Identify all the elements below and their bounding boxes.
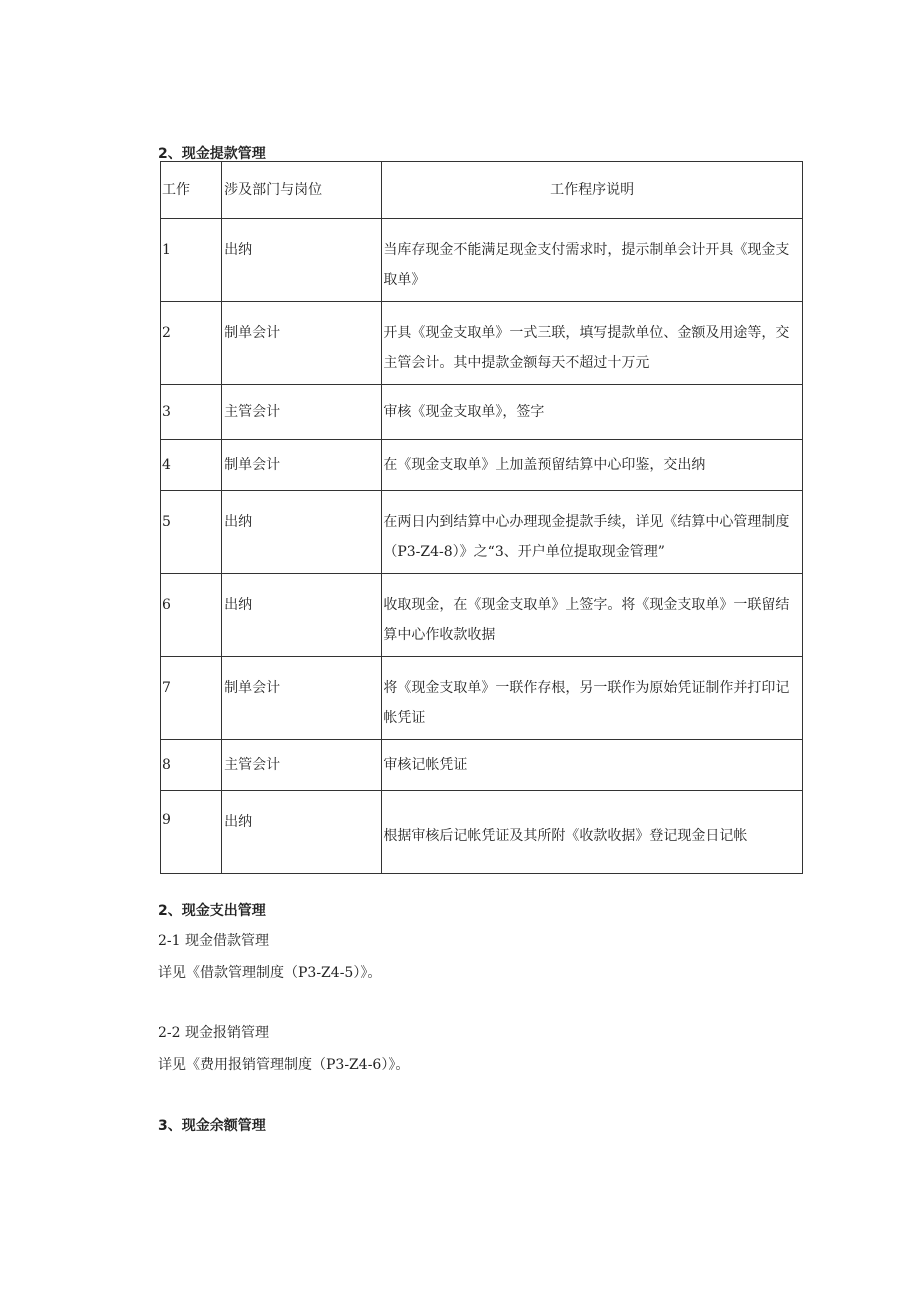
description-cell: 当库存现金不能满足现金支付需求时，提示制单会计开具《现金支取单》 [382,219,803,302]
step-number: 5 [161,491,222,574]
table-row [161,219,803,302]
subsection-title-loans: 2-1 现金借款管理 [158,933,269,949]
description-cell: 将《现金支取单》一联作存根，另一联作为原始凭证制作并打印记帐凭证 [382,657,803,740]
step-number: 9 [161,791,222,874]
section-title-cash-withdrawal: 2、现金提款管理 [158,146,266,162]
step-number: 2 [161,302,222,385]
description-cell: 审核《现金支取单》，签字 [382,385,803,440]
department-cell: 出纳 [222,219,382,302]
header-step: 工作 [161,162,222,219]
table-header-row [161,162,803,219]
department-cell: 主管会计 [222,385,382,440]
table-row [161,791,803,874]
step-number: 7 [161,657,222,740]
table-row [161,302,803,385]
header-department: 涉及部门与岗位 [222,162,382,219]
description-cell: 收取现金，在《现金支取单》上签字。将《现金支取单》一联留结算中心作收款收据 [382,574,803,657]
description-cell: 根据审核后记帐凭证及其所附《收款收据》登记现金日记帐 [382,791,803,874]
subsection-title-reimbursement: 2-2 现金报销管理 [158,1025,269,1041]
step-number: 3 [161,385,222,440]
description-cell: 开具《现金支取单》一式三联，填写提款单位、金额及用途等，交主管会计。其中提款金额每天不超过十万元 [382,302,803,385]
department-cell: 主管会计 [222,740,382,791]
procedure-table [160,161,803,874]
table-row [161,657,803,740]
description-cell: 在两日内到结算中心办理现金提款手续，详见《结算中心管理制度（P3-Z4-8）》之“3、开户单位提取现金管理” [382,491,803,574]
department-cell: 制单会计 [222,440,382,491]
reimbursement-reference-text: 详见《费用报销管理制度（P3-Z4-6）》。 [158,1057,410,1073]
table-row [161,740,803,791]
loans-reference-text: 详见《借款管理制度（P3-Z4-5）》。 [158,965,382,981]
table-row [161,440,803,491]
section-title-cash-balance: 3、现金余额管理 [158,1118,266,1134]
header-description: 工作程序说明 [382,162,803,219]
step-number: 1 [161,219,222,302]
department-cell: 出纳 [222,574,382,657]
step-number: 8 [161,740,222,791]
department-cell: 出纳 [222,791,382,874]
department-cell: 制单会计 [222,657,382,740]
table-row [161,574,803,657]
step-number: 6 [161,574,222,657]
step-number: 4 [161,440,222,491]
section-title-cash-expenditure: 2、现金支出管理 [158,903,266,919]
department-cell: 制单会计 [222,302,382,385]
table-row [161,491,803,574]
table-row [161,385,803,440]
department-cell: 出纳 [222,491,382,574]
description-cell: 审核记帐凭证 [382,740,803,791]
description-cell: 在《现金支取单》上加盖预留结算中心印鉴，交出纳 [382,440,803,491]
